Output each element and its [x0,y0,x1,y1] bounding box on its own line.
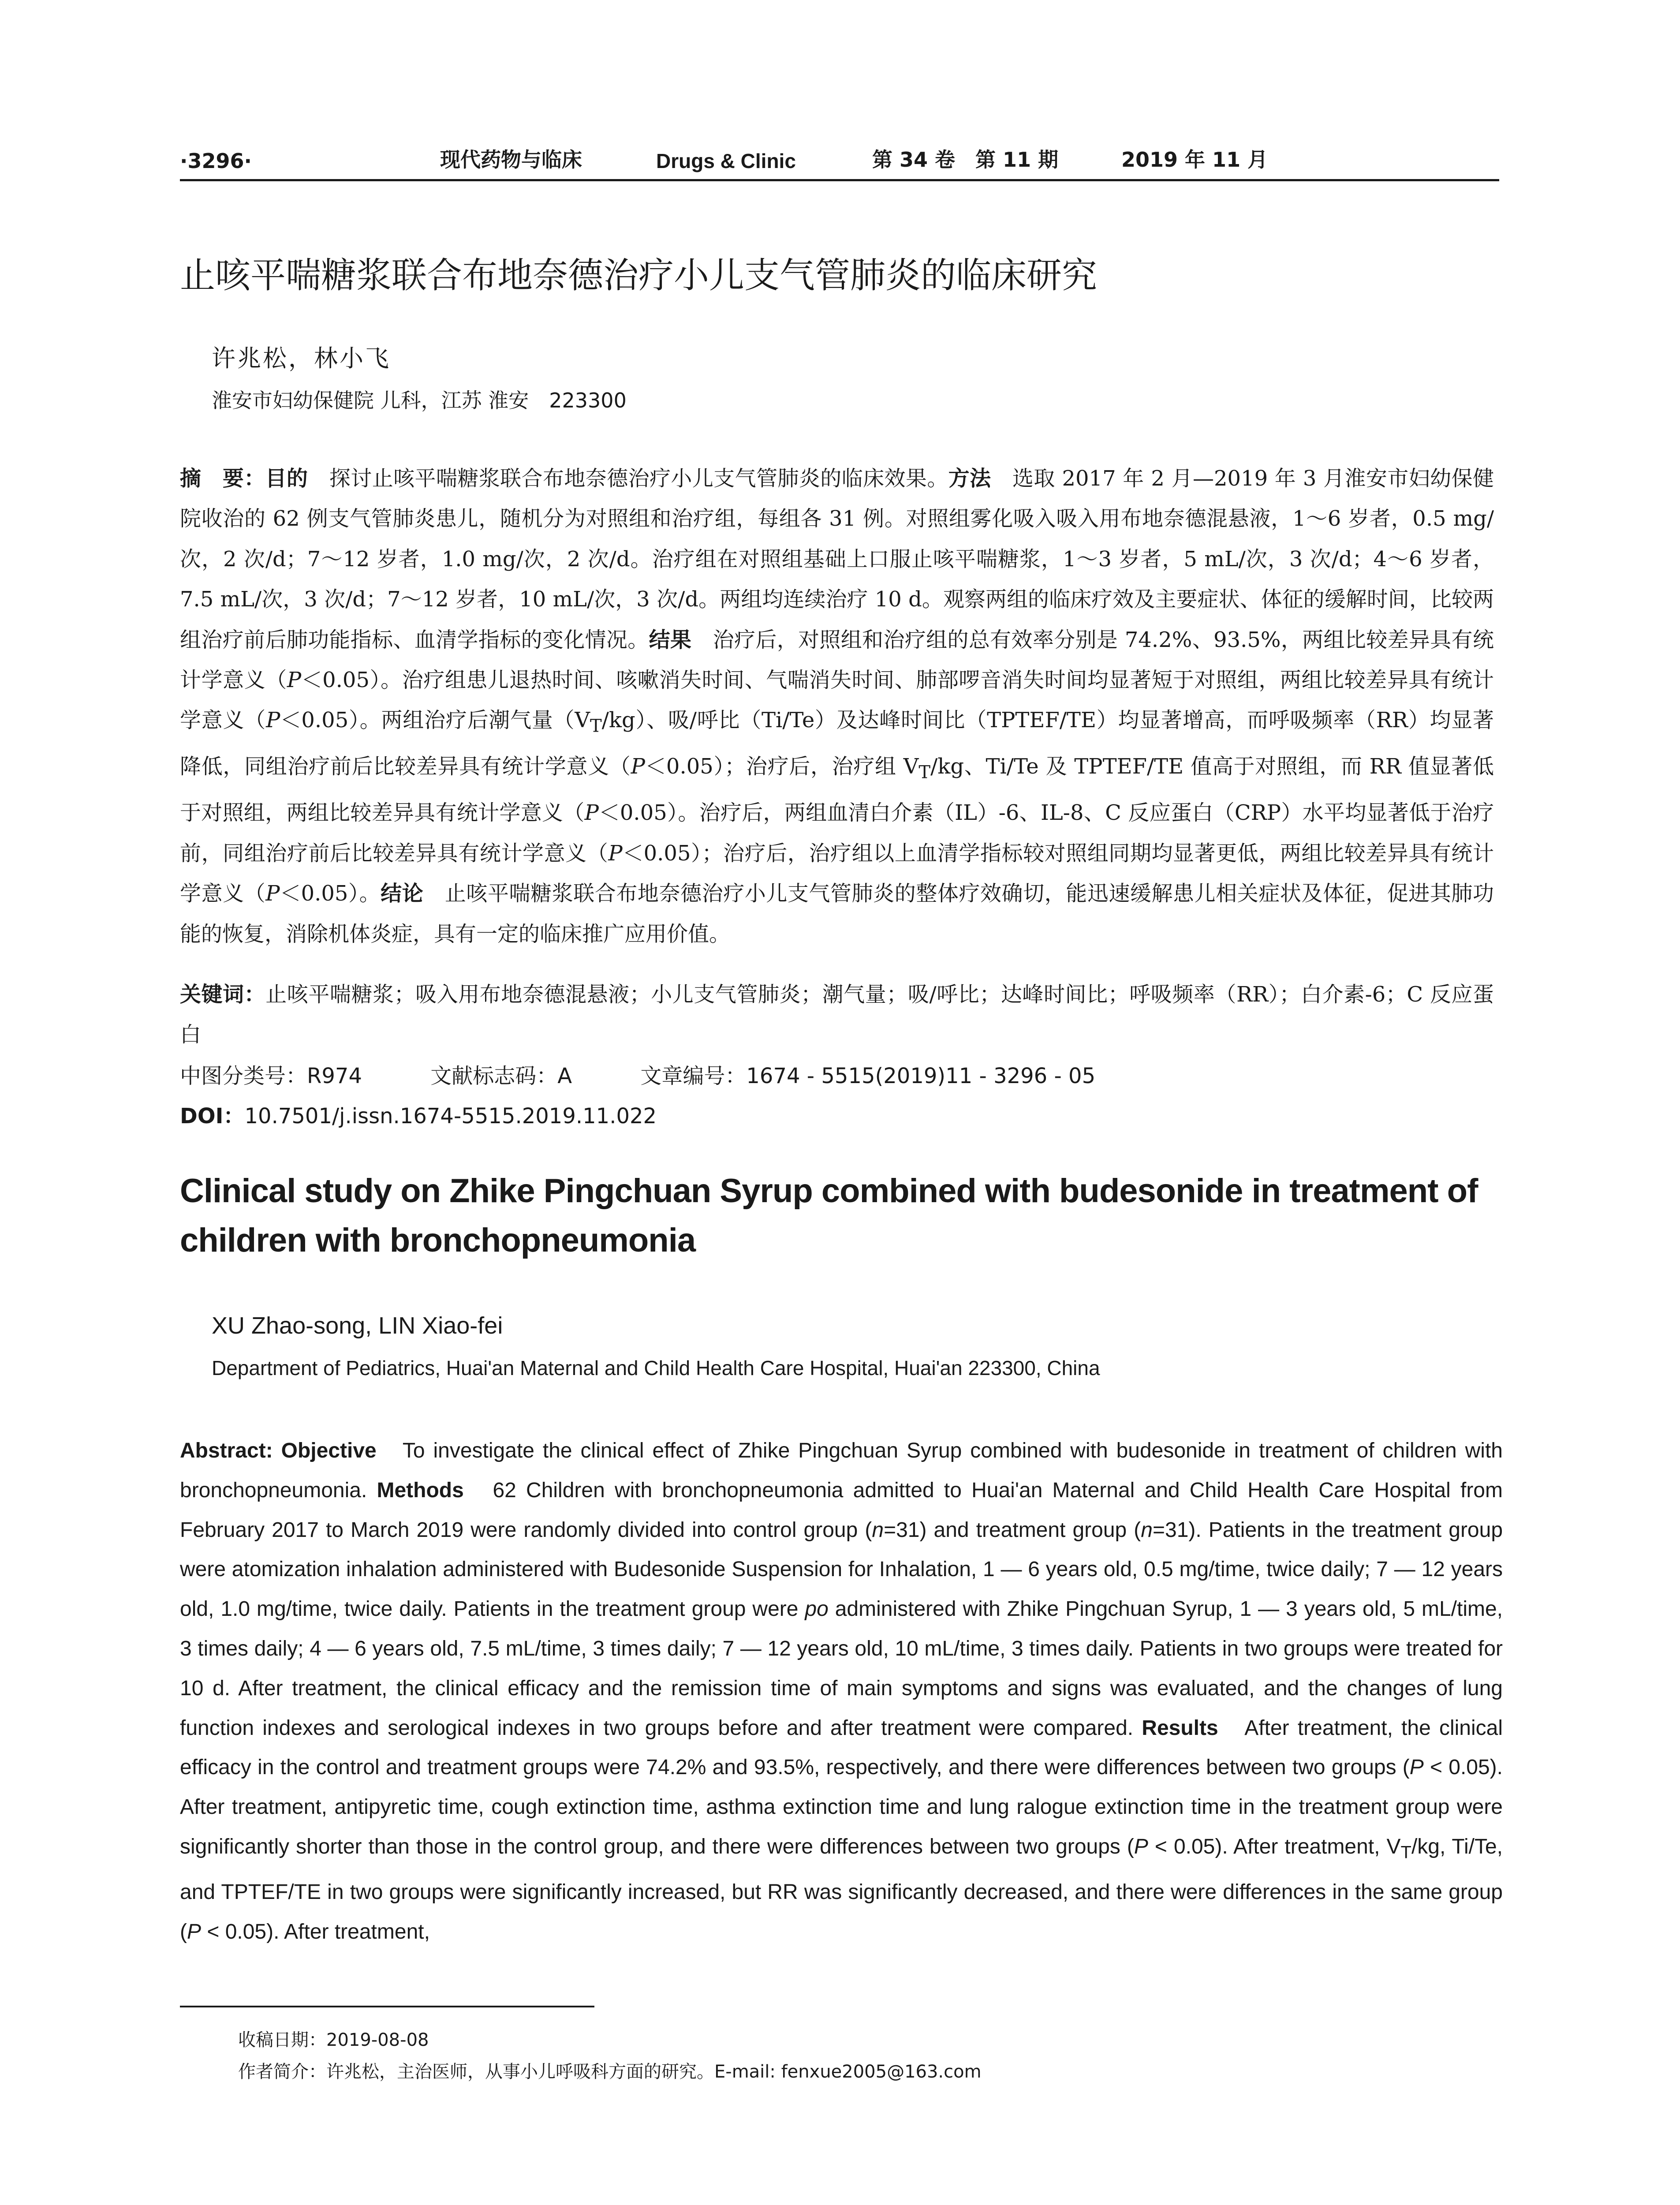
abstract-label-cn: 摘 要： [180,466,265,491]
p-symbol: P [584,800,599,826]
keywords-label-cn: 关键词： [180,982,266,1007]
results-text-cn: 治疗后，对照组和治疗组的总有效率分别是 74.2%、93.5%，两组比较差异具有统计学意义（ [180,627,1494,693]
received-value: 2019-08-08 [326,2030,429,2050]
results-text-cn: ＜0.05）。两组治疗后潮气量（V [280,708,590,733]
journal-name-cn: 现代药物与临床 [440,148,582,172]
objective-label-cn: 目的 [265,466,308,491]
results-text-cn: ＜0.05）；治疗后，治疗组 V [645,754,919,779]
clc-label: 中图分类号： [180,1064,307,1088]
author-bio-label: 作者简介： [238,2062,326,2082]
received-label: 收稿日期： [238,2030,326,2050]
subscript-t: T [590,716,602,737]
p-symbol: P [265,881,280,906]
results-text-cn: ＜0.05）。治疗组患儿退热时间、咳嗽消失时间、气喘消失时间、肺部啰音消失时间均显著短于对照组，两组比较差异具有统计学意义（ [180,668,1494,733]
author-bio [238,2056,982,2088]
results-text-cn: ＜0.05）。 [280,881,381,906]
results-text-en: < 0.05). After treatment, V [1148,1835,1401,1858]
received-date [238,2024,982,2056]
journal-name-en: Drugs & Clinic [656,149,796,172]
po-abbrev: po [805,1597,829,1621]
results-text-en: < 0.05). After treatment, [201,1920,430,1944]
p-symbol: P [287,668,302,693]
doi-label: DOI： [180,1104,245,1129]
footnotes [238,2024,982,2088]
subscript-t: T [1400,1842,1411,1862]
results-text-cn: ＜0.05）；治疗后，治疗组以上血清学指标较对照组同期均显著更低，两组比较差异具有统计学意义（ [180,841,1494,906]
authors-en: XU Zhao-song, LIN Xiao-fei [212,1312,503,1339]
methods-text-en: administered with Zhike Pingchuan Syrup, 1 — 3 years old, 5 mL/time, 3 times daily; 4 — 6 years old, 7.5 mL/time, 3 times daily; 7 — 12 years old, 10 mL/time, 3 times daily. Patients in two groups were treated for 10 d. After treatment, the clinical efficacy and the remission time of main symptoms and signs was evaluated, and the changes of lung function indexes and serological indexes in two groups before and after treatment were compared. [180,1597,1503,1740]
p-symbol: P [266,708,280,733]
conclusion-text-cn: 止咳平喘糖浆联合布地奈德治疗小儿支气管肺炎的整体疗效确切，能迅速缓解患儿相关症状及体征，促进其肺功能的恢复，消除机体炎症，具有一定的临床推广应用价值。 [180,881,1494,946]
methods-label-cn: 方法 [948,466,991,491]
objective-text-en: To investigate the clinical effect of Zhike Pingchuan Syrup combined with budesonide in treatment of children with bronchopneumonia. [180,1439,1503,1502]
p-symbol: P [631,754,645,779]
authors-cn: 许兆松，林小飞 [212,344,391,372]
volume-issue: 第 34 卷 第 11 期 [872,148,1059,172]
methods-label-en: Methods [377,1478,464,1502]
doc-code-value: A [557,1064,572,1088]
results-text-cn: ＜0.05）。治疗后，两组血清白介素（IL）-6、IL-8、C 反应蛋白（CRP）水平均显著低于治疗前，同组治疗前后比较差异具有统计学意义（ [180,800,1494,866]
results-text-en: /kg, Ti/Te, and TPTEF/TE in two groups were significantly increased, but RR was significantly decreased, and there were differences in the same group ( [180,1835,1503,1944]
issue-date: 2019 年 11 月 [1121,148,1268,172]
p-symbol: P [1134,1835,1148,1858]
title-en: Clinical study on Zhike Pingchuan Syrup combined with budesonide in treatment of children with bronchopneumonia [180,1172,1478,1259]
keywords-text-cn: 止咳平喘糖浆；吸入用布地奈德混悬液；小儿支气管肺炎；潮气量；吸/呼比；达峰时间比；呼吸频率（RR）；白介素-6；C 反应蛋白 [180,982,1494,1047]
results-label-en: Results [1142,1716,1218,1740]
methods-text-en: =31) and treatment group ( [884,1518,1141,1542]
abstract-en [180,1431,1503,1952]
classification-block [180,1056,1095,1136]
results-text-en: After treatment, the clinical efficacy in the control and treatment groups were 74.2% and 93.5%, respectively, and there were differences between two groups ( [180,1716,1503,1779]
doi-value: 10.7501/j.issn.1674-5515.2019.11.022 [244,1104,657,1129]
results-label-cn: 结果 [649,627,692,652]
affiliation-en: Department of Pediatrics, Huai'an Maternal and Child Health Care Hospital, Huai'an 223300, China [212,1357,1100,1379]
article-no-label: 文章编号： [640,1064,747,1088]
author-bio-text: 许兆松，主治医师，从事小儿呼吸科方面的研究。E-mail: fenxue2005@163.com [326,2062,982,2082]
affiliation-cn: 淮安市妇幼保健院 儿科，江苏 淮安 223300 [212,389,627,412]
abstract-label-en: Abstract: [180,1439,281,1462]
abstract-cn [180,459,1494,954]
title-cn: 止咳平喘糖浆联合布地奈德治疗小儿支气管肺炎的临床研究 [180,255,1097,296]
n-symbol: n [1141,1518,1153,1542]
objective-text-cn: 探讨止咳平喘糖浆联合布地奈德治疗小儿支气管肺炎的临床效果。 [308,466,948,491]
conclusion-label-cn: 结论 [381,881,424,906]
clc-value: R974 [307,1064,362,1088]
objective-label-en: Objective [281,1439,377,1462]
results-text-cn: /kg）、吸/呼比（Ti/Te）及达峰时间比（TPTEF/TE）均显著增高，而呼吸频率（RR）均显著降低，同组治疗前后比较差异具有统计学意义（ [180,708,1494,779]
methods-text-en: =31). Patients in the treatment group were atomization inhalation administered with Budesonide Suspension for Inhalation, 1 — 6 years old, 0.5 mg/time, twice daily; 7 — 12 years old, 1.0 mg/time, twice daily. Patients in the treatment group were [180,1518,1503,1621]
n-symbol: n [872,1518,884,1542]
p-symbol: P [187,1920,201,1944]
footnote-divider [180,2006,594,2007]
page-number: ·3296· [180,149,252,173]
p-symbol: P [608,841,623,866]
methods-text-cn: 选取 2017 年 2 月—2019 年 3 月淮安市妇幼保健院收治的 62 例支气管肺炎患儿，随机分为对照组和治疗组，每组各 31 例。对照组雾化吸入吸入用布地奈德混悬液，1～6 岁者，0.5 mg/次，2 次/d；7～12 岁者，1.0 mg/次，2 次/d。治疗组在对照组基础上口服止咳平喘糖浆，1～3 岁者，5 mL/次，3 次/d；4～6 岁者，7.5 mL/次，3 次/d；7～12 岁者，10 mL/次，3 次/d。两组均连续治疗 10 d。观察两组的临床疗效及主要症状、体征的缓解时间，比较两组治疗前后肺功能指标、血清学指标的变化情况。 [180,466,1494,652]
subscript-t: T [918,762,931,783]
keywords-cn [180,975,1494,1055]
methods-text-en: 62 Children with bronchopneumonia admitted to Huai'an Maternal and Child Health Care Hospital from February 2017 to March 2019 were randomly divided into control group ( [180,1478,1503,1542]
results-text-cn: /kg、Ti/Te 及 TPTEF/TE 值高于对照组，而 RR 值显著低于对照组，两组比较差异具有统计学意义（ [180,754,1494,826]
doc-code-label: 文献标志码： [430,1064,558,1088]
article-no-value: 1674 - 5515(2019)11 - 3296 - 05 [746,1064,1096,1088]
results-text-en: < 0.05). After treatment, antipyretic time, cough extinction time, asthma extinction time and lung ralogue extinction time in the treatment group were significantly shorter than those in the control group, and there were differences between two groups ( [180,1756,1503,1858]
running-header [180,144,1499,181]
p-symbol: P [1409,1756,1424,1779]
